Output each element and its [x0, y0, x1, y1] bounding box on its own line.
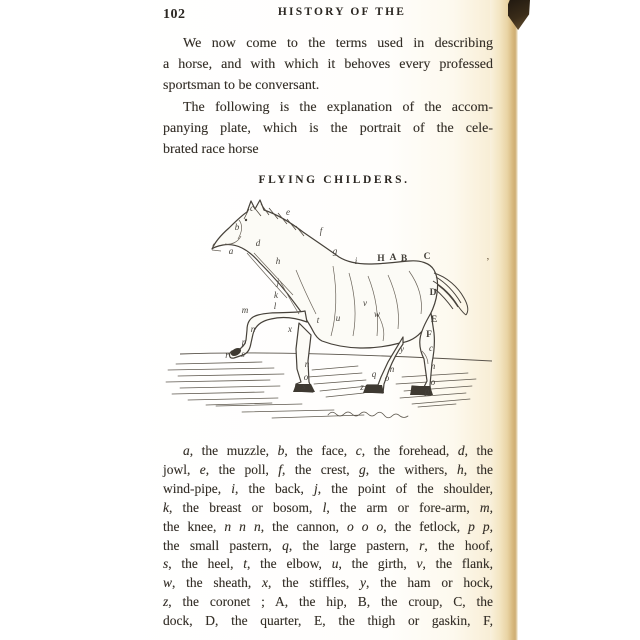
horse-eye	[245, 219, 247, 221]
figure-label: n	[304, 359, 310, 369]
figure-label: o	[303, 372, 309, 382]
text-line: wind-pipe, i, the back, j, the point of the shoulder,	[163, 480, 493, 496]
figure-label: s	[241, 349, 245, 359]
text-line: brated race horse	[163, 141, 259, 157]
text-line: a, the muzzle, b, the face, c, the forehead, d, the	[183, 443, 493, 458]
figure-label: x	[288, 324, 292, 334]
horse-body	[212, 200, 438, 395]
figure-label: D	[429, 288, 437, 298]
figure-label: r	[225, 350, 229, 360]
figure-label: t	[316, 315, 320, 325]
figure-label: c	[429, 343, 433, 353]
figure-label: p	[241, 337, 247, 347]
text-line: w, the sheath, x, the stiffles, y, the ham or hock,	[163, 575, 493, 591]
figure-label: n	[430, 361, 436, 371]
figure-label: b	[234, 222, 240, 232]
figure-label: h	[275, 256, 281, 266]
terms-legend	[163, 442, 493, 631]
figure-title: FLYING CHILDERS.	[258, 174, 410, 186]
page-number: 102	[163, 7, 186, 22]
running-header: HISTORY OF THE	[277, 6, 407, 18]
figure-label: l	[273, 301, 277, 311]
figure-label: e	[286, 207, 290, 217]
text-line: a horse, and with which it behoves every professed	[163, 56, 493, 72]
figure-label: w	[373, 309, 381, 319]
figure-label: q	[371, 369, 377, 379]
text-line: The following is the explanation of the accom-	[183, 100, 493, 115]
figure-label: m	[241, 305, 249, 315]
explanation-paragraph	[163, 98, 493, 160]
text-line: z, the coronet ; A, the hip, B, the croup, C, the	[163, 594, 493, 610]
text-line: k, the breast or bosom, l, the arm or fore-arm, m,	[163, 499, 493, 515]
figure-label: z	[360, 382, 364, 392]
figure-label: a	[228, 246, 234, 256]
figure-label: y	[400, 344, 404, 354]
figure-label: i	[354, 256, 358, 266]
figure-label: o	[384, 373, 390, 383]
text-line: jowl, e, the poll, f, the crest, g, the withers, h, the	[163, 461, 493, 477]
figure-label: d	[255, 238, 261, 248]
text-line: sportsman to be conversant.	[163, 77, 320, 93]
text-line: We now come to the terms used in describing	[183, 36, 493, 51]
horse-engraving	[150, 193, 510, 433]
horse-mouth	[212, 250, 221, 251]
figure-label: A	[389, 253, 397, 263]
figure-label: u	[335, 313, 341, 323]
figure-label: p	[424, 386, 430, 396]
text-line: dock, D, the quarter, E, the thigh or gaskin, F,	[163, 613, 493, 629]
figure-label: C	[423, 252, 431, 262]
figure-label: s	[302, 381, 306, 391]
text-line: s, the heel, t, the elbow, u, the girth, v, the flank,	[163, 556, 493, 572]
text-line: the small pastern, q, the large pastern, r, the hoof,	[163, 537, 493, 553]
figure-label: v	[363, 298, 367, 308]
figure-label: c	[250, 203, 254, 213]
figure-label: o	[430, 377, 436, 387]
text-line: the knee, n n n, the cannon, o o o, the fetlock, p p,	[163, 518, 493, 534]
figure-label: j	[276, 277, 280, 287]
figure-label: n	[250, 324, 256, 334]
page-blemish-mark: ’	[486, 256, 490, 268]
figure-label: H	[377, 254, 385, 264]
figure-label: E	[430, 315, 438, 325]
figure-label: f	[319, 226, 323, 236]
horse-plate-figure	[150, 193, 510, 433]
intro-paragraph	[163, 34, 493, 96]
figure-label: n	[389, 364, 395, 374]
figure-label: B	[400, 254, 408, 264]
figure-label: g	[332, 246, 338, 256]
figure-label: F	[426, 330, 432, 340]
text-line: panying plate, which is the portrait of the cele-	[163, 120, 493, 136]
figure-label: k	[274, 290, 278, 300]
horse-tail	[433, 273, 468, 315]
